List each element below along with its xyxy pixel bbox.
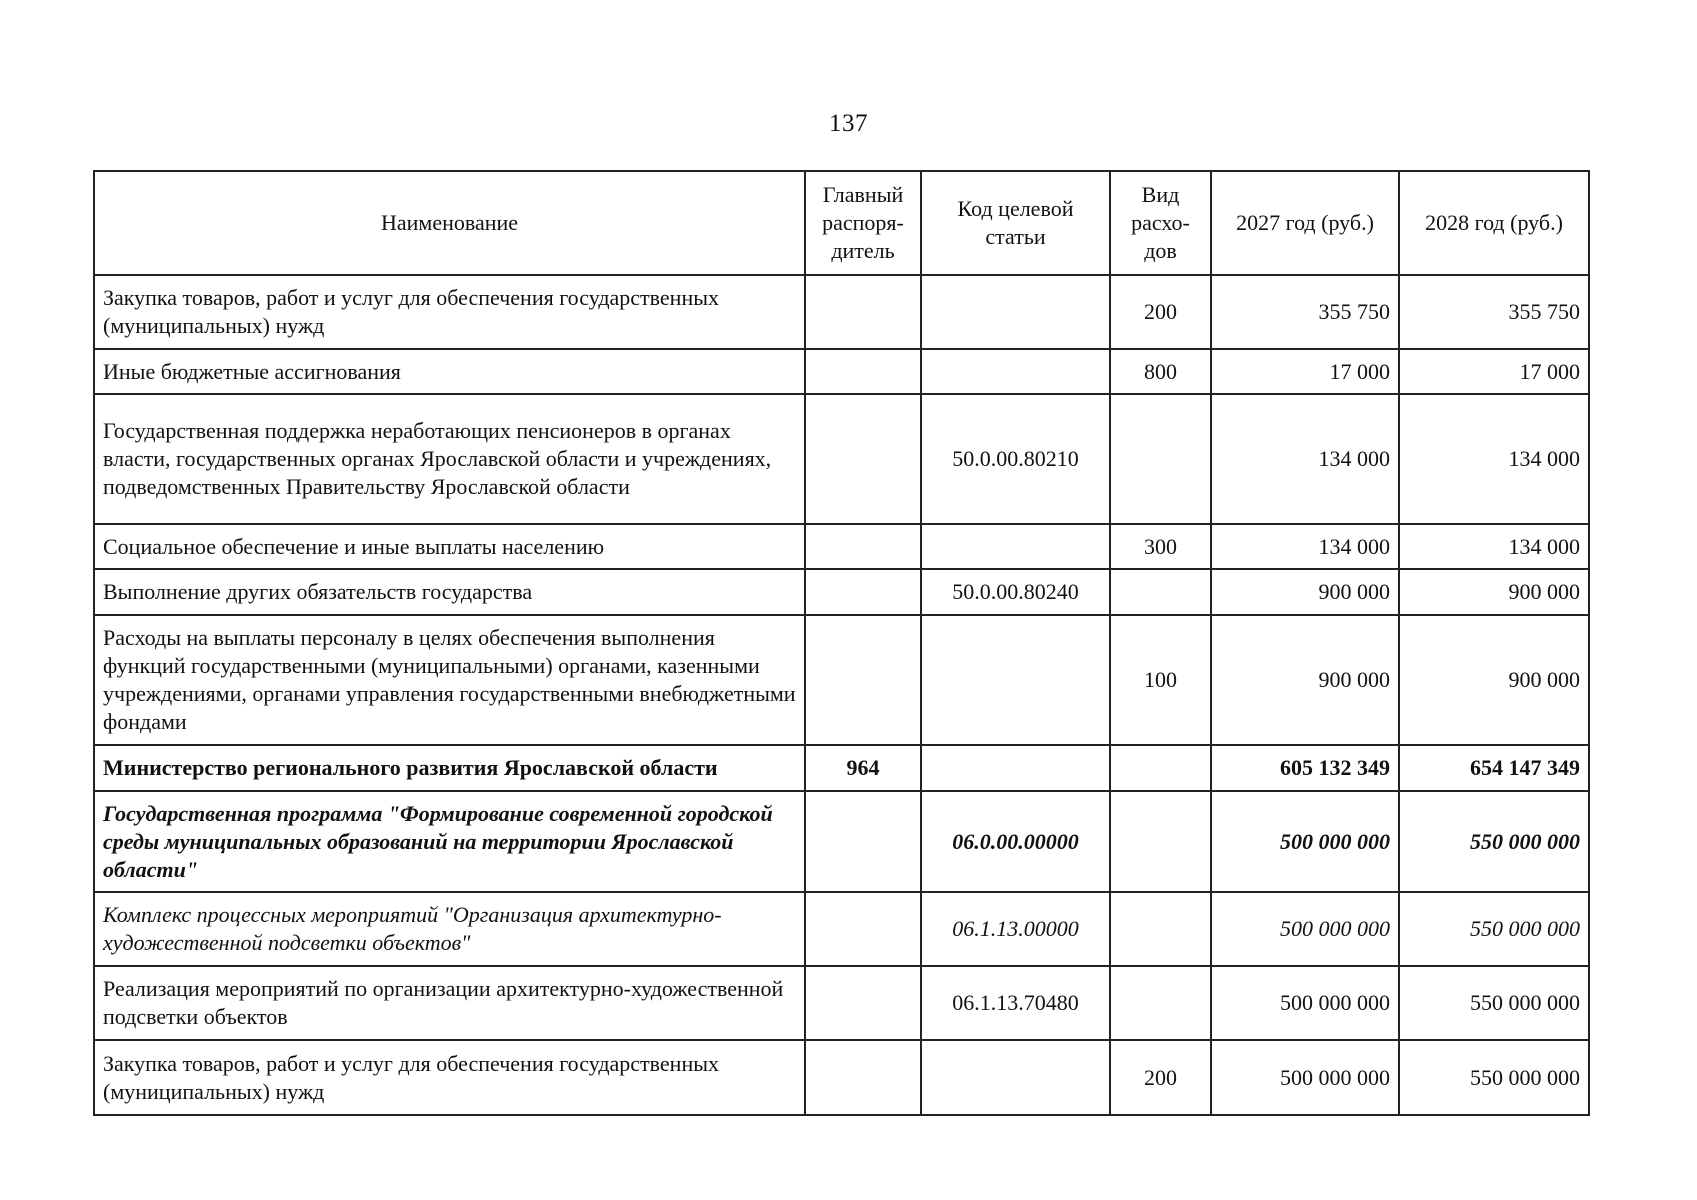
row-type bbox=[1110, 745, 1211, 791]
column-header-name: Наименование bbox=[94, 171, 805, 275]
table-row bbox=[94, 966, 1589, 1040]
row-2027: 17 000 bbox=[1211, 349, 1399, 394]
table-row bbox=[94, 745, 1589, 791]
row-2028: 900 000 bbox=[1399, 569, 1589, 615]
row-type: 100 bbox=[1110, 615, 1211, 745]
row-type: 300 bbox=[1110, 524, 1211, 569]
row-admin bbox=[805, 615, 921, 745]
row-type: 200 bbox=[1110, 275, 1211, 349]
row-type bbox=[1110, 569, 1211, 615]
row-2028: 134 000 bbox=[1399, 524, 1589, 569]
row-2028: 654 147 349 bbox=[1399, 745, 1589, 791]
row-code bbox=[921, 1040, 1110, 1115]
row-name: Закупка товаров, работ и услуг для обеспечения государственных (муниципальных) нужд bbox=[94, 275, 805, 349]
row-admin bbox=[805, 394, 921, 524]
row-2028: 355 750 bbox=[1399, 275, 1589, 349]
page-number: 137 bbox=[829, 110, 868, 137]
row-2027: 500 000 000 bbox=[1211, 791, 1399, 892]
row-admin bbox=[805, 275, 921, 349]
row-admin bbox=[805, 349, 921, 394]
row-2028: 550 000 000 bbox=[1399, 892, 1589, 966]
table-row bbox=[94, 569, 1589, 615]
row-2027: 500 000 000 bbox=[1211, 1040, 1399, 1115]
row-type bbox=[1110, 966, 1211, 1040]
row-type bbox=[1110, 394, 1211, 524]
row-name: Государственная программа "Формирование современной городской среды муниципальных образований на территории Ярославской области" bbox=[94, 791, 805, 892]
row-2028: 550 000 000 bbox=[1399, 966, 1589, 1040]
row-admin bbox=[805, 1040, 921, 1115]
row-name: Реализация мероприятий по организации архитектурно-художественной подсветки объектов bbox=[94, 966, 805, 1040]
row-admin bbox=[805, 791, 921, 892]
column-header-admin: Главный распоря-дитель bbox=[805, 171, 921, 275]
column-header-2027: 2027 год (руб.) bbox=[1211, 171, 1399, 275]
column-header-type: Вид расхо-дов bbox=[1110, 171, 1211, 275]
row-2028: 550 000 000 bbox=[1399, 791, 1589, 892]
row-name: Расходы на выплаты персоналу в целях обеспечения выполнения функций государственными (муниципальными) органами, казенными учреждениями, органами управления государственными внебюджетными фондами bbox=[94, 615, 805, 745]
row-2027: 605 132 349 bbox=[1211, 745, 1399, 791]
table-row bbox=[94, 892, 1589, 966]
row-admin bbox=[805, 966, 921, 1040]
row-2028: 550 000 000 bbox=[1399, 1040, 1589, 1115]
row-2028: 134 000 bbox=[1399, 394, 1589, 524]
row-admin: 964 bbox=[805, 745, 921, 791]
table-row bbox=[94, 524, 1589, 569]
row-type: 800 bbox=[1110, 349, 1211, 394]
table-row bbox=[94, 615, 1589, 745]
row-2027: 900 000 bbox=[1211, 569, 1399, 615]
table-row bbox=[94, 394, 1589, 524]
row-code: 50.0.00.80240 bbox=[921, 569, 1110, 615]
table-row bbox=[94, 349, 1589, 394]
row-type: 200 bbox=[1110, 1040, 1211, 1115]
row-admin bbox=[805, 892, 921, 966]
row-code bbox=[921, 349, 1110, 394]
row-code bbox=[921, 615, 1110, 745]
table-row bbox=[94, 791, 1589, 892]
row-name: Комплекс процессных мероприятий "Организация архитектурно-художественной подсветки объектов" bbox=[94, 892, 805, 966]
table-header-row bbox=[94, 171, 1589, 275]
table-row bbox=[94, 1040, 1589, 1115]
row-admin bbox=[805, 569, 921, 615]
row-2028: 900 000 bbox=[1399, 615, 1589, 745]
row-2027: 500 000 000 bbox=[1211, 892, 1399, 966]
row-name: Выполнение других обязательств государства bbox=[94, 569, 805, 615]
table-row bbox=[94, 275, 1589, 349]
row-type bbox=[1110, 892, 1211, 966]
row-2027: 134 000 bbox=[1211, 394, 1399, 524]
row-code: 06.1.13.70480 bbox=[921, 966, 1110, 1040]
row-name: Иные бюджетные ассигнования bbox=[94, 349, 805, 394]
row-name: Закупка товаров, работ и услуг для обеспечения государственных (муниципальных) нужд bbox=[94, 1040, 805, 1115]
row-type bbox=[1110, 791, 1211, 892]
row-2027: 500 000 000 bbox=[1211, 966, 1399, 1040]
row-2027: 134 000 bbox=[1211, 524, 1399, 569]
row-name: Социальное обеспечение и иные выплаты населению bbox=[94, 524, 805, 569]
row-admin bbox=[805, 524, 921, 569]
budget-table bbox=[93, 170, 1590, 1116]
column-header-code: Код целевой статьи bbox=[921, 171, 1110, 275]
row-code bbox=[921, 745, 1110, 791]
row-2027: 900 000 bbox=[1211, 615, 1399, 745]
row-code bbox=[921, 275, 1110, 349]
row-2028: 17 000 bbox=[1399, 349, 1589, 394]
column-header-2028: 2028 год (руб.) bbox=[1399, 171, 1589, 275]
row-name: Государственная поддержка неработающих пенсионеров в органах власти, государственных органах Ярославской области и учреждениях, подведомственных Правительству Ярославской области bbox=[94, 394, 805, 524]
row-code: 06.0.00.00000 bbox=[921, 791, 1110, 892]
row-code bbox=[921, 524, 1110, 569]
row-code: 50.0.00.80210 bbox=[921, 394, 1110, 524]
row-code: 06.1.13.00000 bbox=[921, 892, 1110, 966]
row-2027: 355 750 bbox=[1211, 275, 1399, 349]
row-name: Министерство регионального развития Ярославской области bbox=[94, 745, 805, 791]
